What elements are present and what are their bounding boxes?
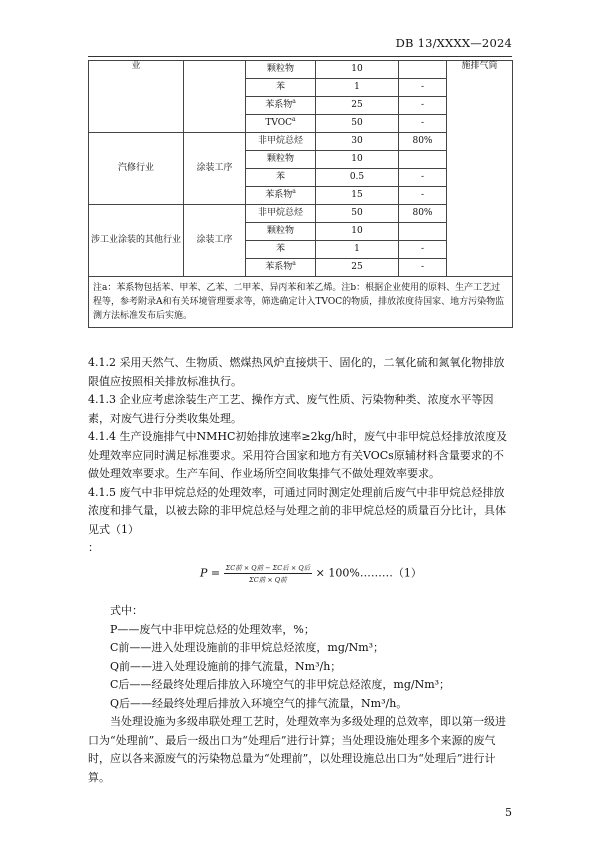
page-number: 5 — [505, 806, 512, 819]
limit-cell: 25 — [316, 259, 399, 277]
pollutant-cell: TVOC$^a$ — [246, 115, 316, 133]
rate-cell: - — [399, 241, 447, 259]
limit-cell: 10 — [316, 61, 399, 79]
process-cell: 涂装工序 — [184, 205, 246, 277]
process-cell — [184, 61, 246, 133]
rate-cell: 80% — [399, 205, 447, 223]
clause-colon: ： — [88, 541, 99, 554]
rate-cell: - — [399, 97, 447, 115]
definition-item: P——废气中非甲烷总烃的处理效率，%； — [110, 622, 315, 636]
definition-item: C前——进入处理设施前的非甲烷总烃浓度，mg/Nm³； — [110, 641, 385, 654]
emission-limits-table — [88, 60, 513, 328]
definitions-intro: 式中： — [110, 604, 143, 617]
limit-cell: 30 — [316, 133, 399, 151]
clause-4-1-5: 4.1.5 废气中非甲烷总烃的处理效率，可通过同时测定处理前后废气中非甲烷总烃排放浓度和排气量，以被去除的非甲烷总烃与处理之前的非甲烷总烃的质量百分比计，具体见式（1） — [88, 485, 506, 536]
pollutant-cell: 苯系物$^a$ — [246, 259, 316, 277]
header-divider — [88, 56, 512, 57]
formula-denominator: ΣC前 × Q前 — [249, 576, 287, 584]
table-note-row — [89, 277, 513, 328]
table-row — [89, 61, 513, 79]
pollutant-cell: 非甲烷总烃 — [246, 205, 316, 223]
limit-cell: 0.5 — [316, 169, 399, 187]
industry-cell: 业 — [89, 61, 184, 133]
pollutant-cell: 苯 — [246, 169, 316, 187]
formula-fraction — [224, 563, 313, 584]
formula-tail: × 100%………（1） — [315, 566, 422, 580]
clause-4-1-4: 4.1.4 生产设施排气中NMHC初始排放速率≥2kg/h时，废气中非甲烷总烃排放浓度及处理效率应同时满足标准要求。采用符合国家和地方有关VOCs原辅材料含量要求的不做处理效率要求。生产车间、作业场所空间收集排气不做处理效率要求。 — [88, 430, 508, 480]
rate-cell: - — [399, 187, 447, 205]
rate-cell — [399, 61, 447, 79]
pollutant-cell: 苯 — [246, 241, 316, 259]
pollutant-cell: 苯 — [246, 79, 316, 97]
pollutant-cell: 颗粒物 — [246, 61, 316, 79]
limit-cell: 10 — [316, 151, 399, 169]
efficiency-formula — [200, 563, 520, 593]
clause-4-1-3: 4.1.3 企业应考虑涂装生产工艺、操作方式、废气性质、污染物种类、浓度水平等因素，对废气进行分类收集处理。 — [88, 393, 494, 425]
monitor-location-cell: 施排气筒 — [447, 61, 513, 277]
formula-lhs: P = — [200, 566, 221, 580]
process-cell: 涂装工序 — [184, 133, 246, 205]
industry-cell: 汽修行业 — [89, 133, 184, 205]
limit-cell: 1 — [316, 241, 399, 259]
industry-cell: 涉工业涂装的其他行业 — [89, 205, 184, 277]
pollutant-cell: 颗粒物 — [246, 223, 316, 241]
rate-cell: - — [399, 79, 447, 97]
limit-cell: 15 — [316, 187, 399, 205]
limit-cell: 25 — [316, 97, 399, 115]
rate-cell: 80% — [399, 133, 447, 151]
definition-item: C后——经最终处理后排放入环境空气的非甲烷总烃浓度，mg/Nm³； — [110, 678, 451, 691]
table-note: 注a：苯系物包括苯、甲苯、乙苯、二甲苯、异丙苯和苯乙烯。注b：根据企业使用的原料、生产工艺过程等，参考附录A和有关环境管理要求等，筛选确定计入TVOC的物质，排放浓度待国家、地方污染物监测方法标准发布后实施。 — [89, 277, 513, 328]
pollutant-cell: 苯系物$^a$ — [246, 97, 316, 115]
rate-cell: - — [399, 169, 447, 187]
closing-paragraph: 当处理设施为多级串联处理工艺时，处理效率为多级处理的总效率，即以第一级进口为“处理前”、最后一级出口为“处理后”进行计算；当处理设施处理多个来源的废气时，应以各来源废气的污染物总量为“处理前”，以处理设施总出口为“处理后”进行计算。 — [88, 715, 506, 784]
definition-item: Q前——进入处理设施前的排气流量，Nm³/h； — [110, 659, 342, 673]
document-code: DB 13/XXXX—2024 — [395, 36, 512, 50]
limit-cell: 1 — [316, 79, 399, 97]
definitions-section — [88, 602, 512, 787]
clause-4-1-2: 4.1.2 采用天然气、生物质、燃煤热风炉直接烘干、固化的，二氧化硫和氮氧化物排放限值应按照相关排放标准执行。 — [88, 356, 505, 388]
body-section — [88, 354, 512, 558]
pollutant-cell: 颗粒物 — [246, 151, 316, 169]
pollutant-cell: 非甲烷总烃 — [246, 133, 316, 151]
limit-cell: 50 — [316, 205, 399, 223]
rate-cell — [399, 151, 447, 169]
formula-numerator: ΣC前 × Q前 − ΣC后 × Q后 — [225, 564, 311, 572]
rate-cell: - — [399, 115, 447, 133]
rate-cell: - — [399, 259, 447, 277]
limit-cell: 50 — [316, 115, 399, 133]
limit-cell: 10 — [316, 223, 399, 241]
definition-item: Q后——经最终处理后排放入环境空气的排气流量，Nm³/h。 — [110, 696, 408, 710]
rate-cell — [399, 223, 447, 241]
pollutant-cell: 苯系物$^a$ — [246, 187, 316, 205]
